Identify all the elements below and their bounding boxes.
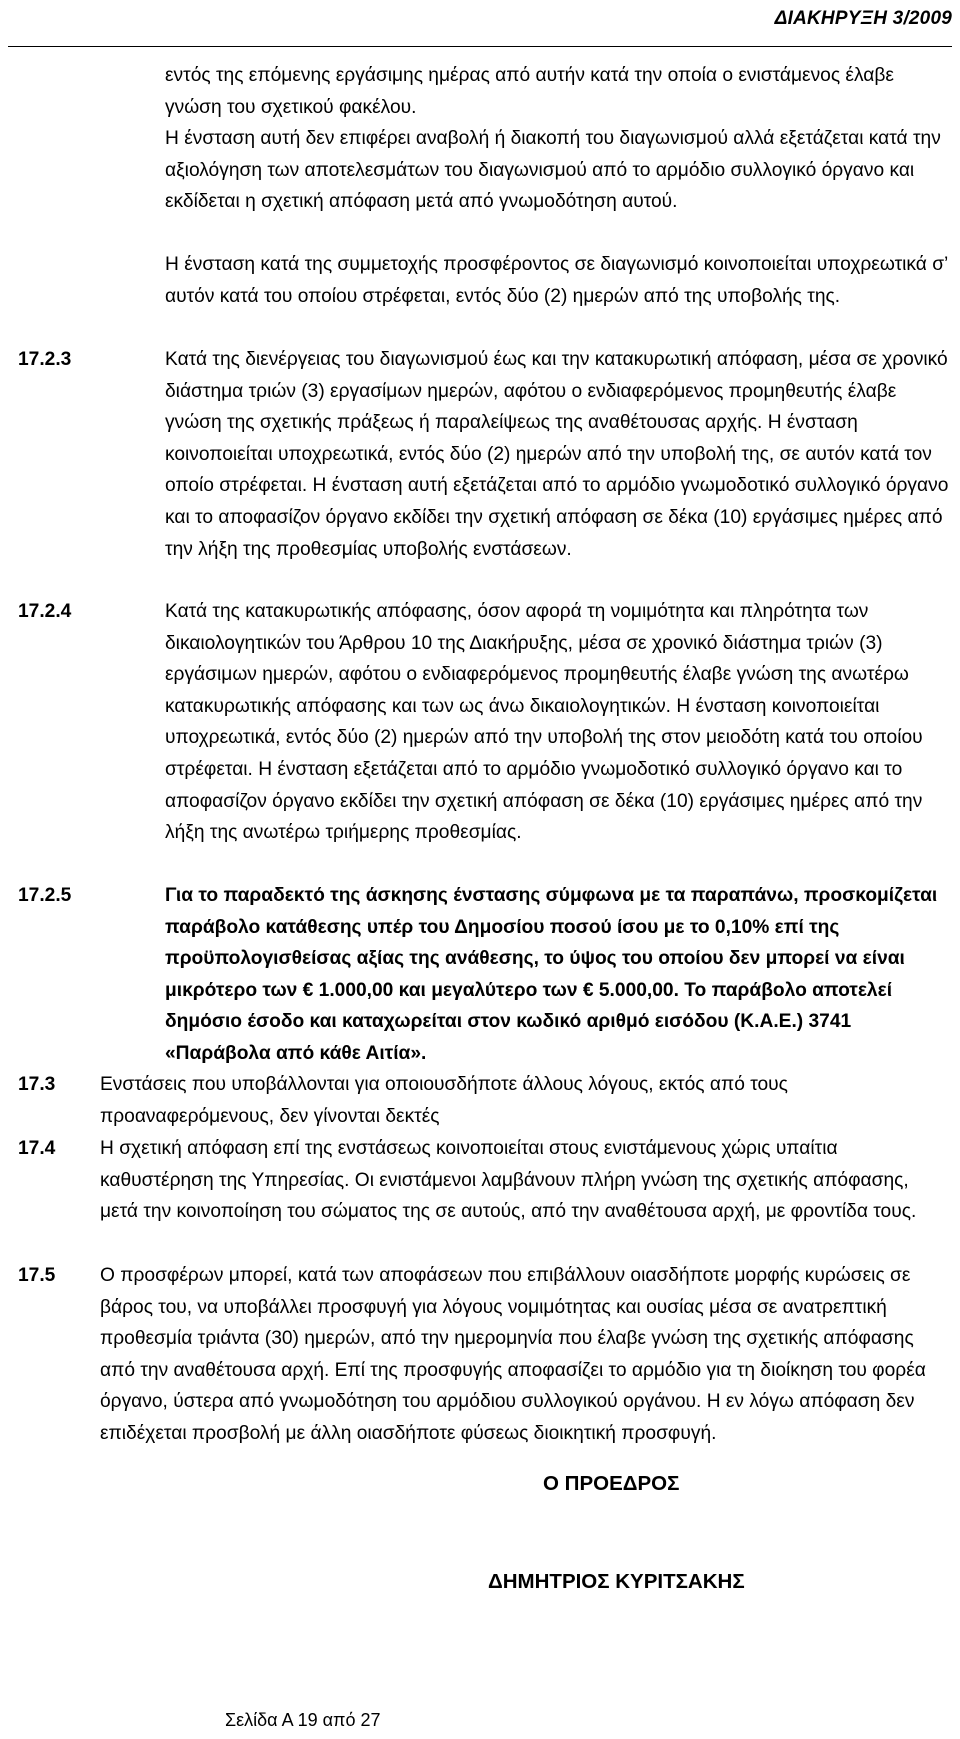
- section-text-17-5: Ο προσφέρων μπορεί, κατά των αποφάσεων που επιβάλλουν οιασδήποτε μορφής κυρώσεις σε βάρος του, να υποβάλλει προσφυγή για λόγους νομιμότητας και ουσίας μέσα σε ανατρεπτική προθεσμία τριάντα (30) ημερών, από την ημερομηνία που έλαβε γνώση της σχετικής απόφασης από την αναθέτουσα αρχή. Επί της προσφυγής αποφασίζει το αρμόδιο για τη διοίκηση του φορέα όργανο, ύστερα από γνωμοδότηση του αρμόδιου συλλογικού οργάνου. Η εν λόγω απόφαση δεν επιδέχεται προσβολή με άλλη οιασδήποτε φύσεως διοικητική προσφυγή.: [100, 1265, 926, 1444]
- page-footer: Σελίδα Α 19 από 27: [225, 1710, 381, 1730]
- paragraph-continuation: εντός της επόμενης εργάσιμης ημέρας από αυτήν κατά την οποία ο ενιστάμενος έλαβε γνώση του σχετικού φακέλου.: [165, 65, 894, 118]
- page-header: [0, 0, 960, 50]
- paragraph-no-suspension: Η ένσταση αυτή δεν επιφέρει αναβολή ή διακοπή του διαγωνισμού αλλά εξετάζεται κατά την αξιολόγηση των αποτελεσμάτων του διαγωνισμού από το αρμόδιο συλλογικό όργανο και εκδίδεται η σχετική απόφαση μετά από γνωμοδότηση αυτού.: [165, 128, 941, 213]
- header-title: ΔΙΑΚΗΡΥΞΗ 3/2009: [774, 8, 952, 29]
- section-text-17-3: Ενστάσεις που υποβάλλονται για οποιουσδήποτε άλλους λόγους, εκτός από τους προαναφερόμενους, δεν γίνονται δεκτές: [100, 1074, 788, 1127]
- paragraph-notification: Η ένσταση κατά της συμμετοχής προσφέροντος σε διαγωνισμό κοινοποιείται υποχρεωτικά σ’ αυτόν κατά του οποίου στρέφεται, εντός δύο (2) ημερών από της υποβολής της.: [165, 254, 948, 307]
- section-text-17-2-3: Κατά της διενέργειας του διαγωνισμού έως και την κατακυρωτική απόφαση, μέσα σε χρονικό διάστημα τριών (3) εργασίμων ημερών, αφότου ο ενδιαφερόμενος προμηθευτής έλαβε γνώση της σχετικής πράξεως ή παραλείψεως της αναθέτουσας αρχής. Η ένσταση κοινοποιείται υποχρεωτικά, εντός δύο (2) ημερών από την υποβολή της, σε αυτόν κατά τον οποίο στρέφεται. Η ένσταση αυτή εξετάζεται από το αρμόδιο γνωμοδοτικό συλλογικό όργανο και το αποφασίζον όργανο εκδίδει την σχετική απόφαση σε δέκα (10) εργάσιμες ημέρες από την λήξη της προθεσμίας υποβολής ενστάσεων.: [165, 349, 949, 560]
- section-text-17-4: Η σχετική απόφαση επί της ενστάσεως κοινοποιείται στους ενιστάμενους χώρις υπαίτια καθυστέρηση της Υπηρεσίας. Οι ενιστάμενοι λαμβάνουν πλήρη γνώση της σχετικής απόφασης, μετά την κοινοποίηση του σώματος της σε αυτούς, από την αναθέτουσα αρχή, με φροντίδα τους.: [100, 1138, 917, 1223]
- section-number-17-4: 17.4: [18, 1138, 56, 1159]
- section-text-17-2-4: Κατά της κατακυρωτικής απόφασης, όσον αφορά τη νομιμότητα και πληρότητα των δικαιολογητικών του Άρθρου 10 της Διακήρυξης, μέσα σε χρονικό διάστημα τριών (3) εργάσιμων ημερών, αφότου ο ενδιαφερόμενος προμηθευτής έλαβε γνώση της ανωτέρω κατακυρωτικής απόφασης και των ως άνω δικαιολογητικών. Η ένσταση κοινοποιείται υποχρεωτικά, εντός δύο (2) ημερών από την υποβολή της στον μειοδότη κατά του οποίου στρέφεται. Η ένσταση εξετάζεται από το αρμόδιο γνωμοδοτικό συλλογικό όργανο και το αποφασίζον όργανο εκδίδει την σχετική απόφαση σε δέκα (10) εργάσιμες ημέρες από την λήξη της ανωτέρω τριήμερης προθεσμίας.: [165, 601, 923, 844]
- section-number-17-2-4: 17.2.4: [18, 601, 72, 622]
- section-text-17-2-5: Για το παραδεκτό της άσκησης ένστασης σύμφωνα με τα παραπάνω, προσκομίζεται παράβολο κατάθεσης υπέρ του Δημοσίου ποσού ίσου με το 0,10% επί της προϋπολογισθείσας αξίας της ανάθεσης, το ύψος του οποίου δεν μπορεί να είναι μικρότερο των € 1.000,00 και μεγαλύτερο των € 5.000,00. Το παράβολο αποτελεί δημόσιο έσοδο και καταχωρείται στον κωδικό αριθμό εισόδου (Κ.Α.Ε.) 3741 «Παράβολα από κάθε Αιτία».: [165, 885, 938, 1064]
- section-number-17-2-3: 17.2.3: [18, 349, 72, 370]
- section-number-17-5: 17.5: [18, 1265, 56, 1286]
- signature-name: ΔΗΜΗΤΡΙΟΣ ΚΥΡΙΤΣΑΚΗΣ: [488, 1570, 745, 1593]
- section-number-17-2-5: 17.2.5: [18, 885, 72, 906]
- header-rule: [8, 46, 952, 47]
- signature-role: Ο ΠΡΟΕΔΡΟΣ: [543, 1472, 680, 1495]
- section-number-17-3: 17.3: [18, 1074, 56, 1095]
